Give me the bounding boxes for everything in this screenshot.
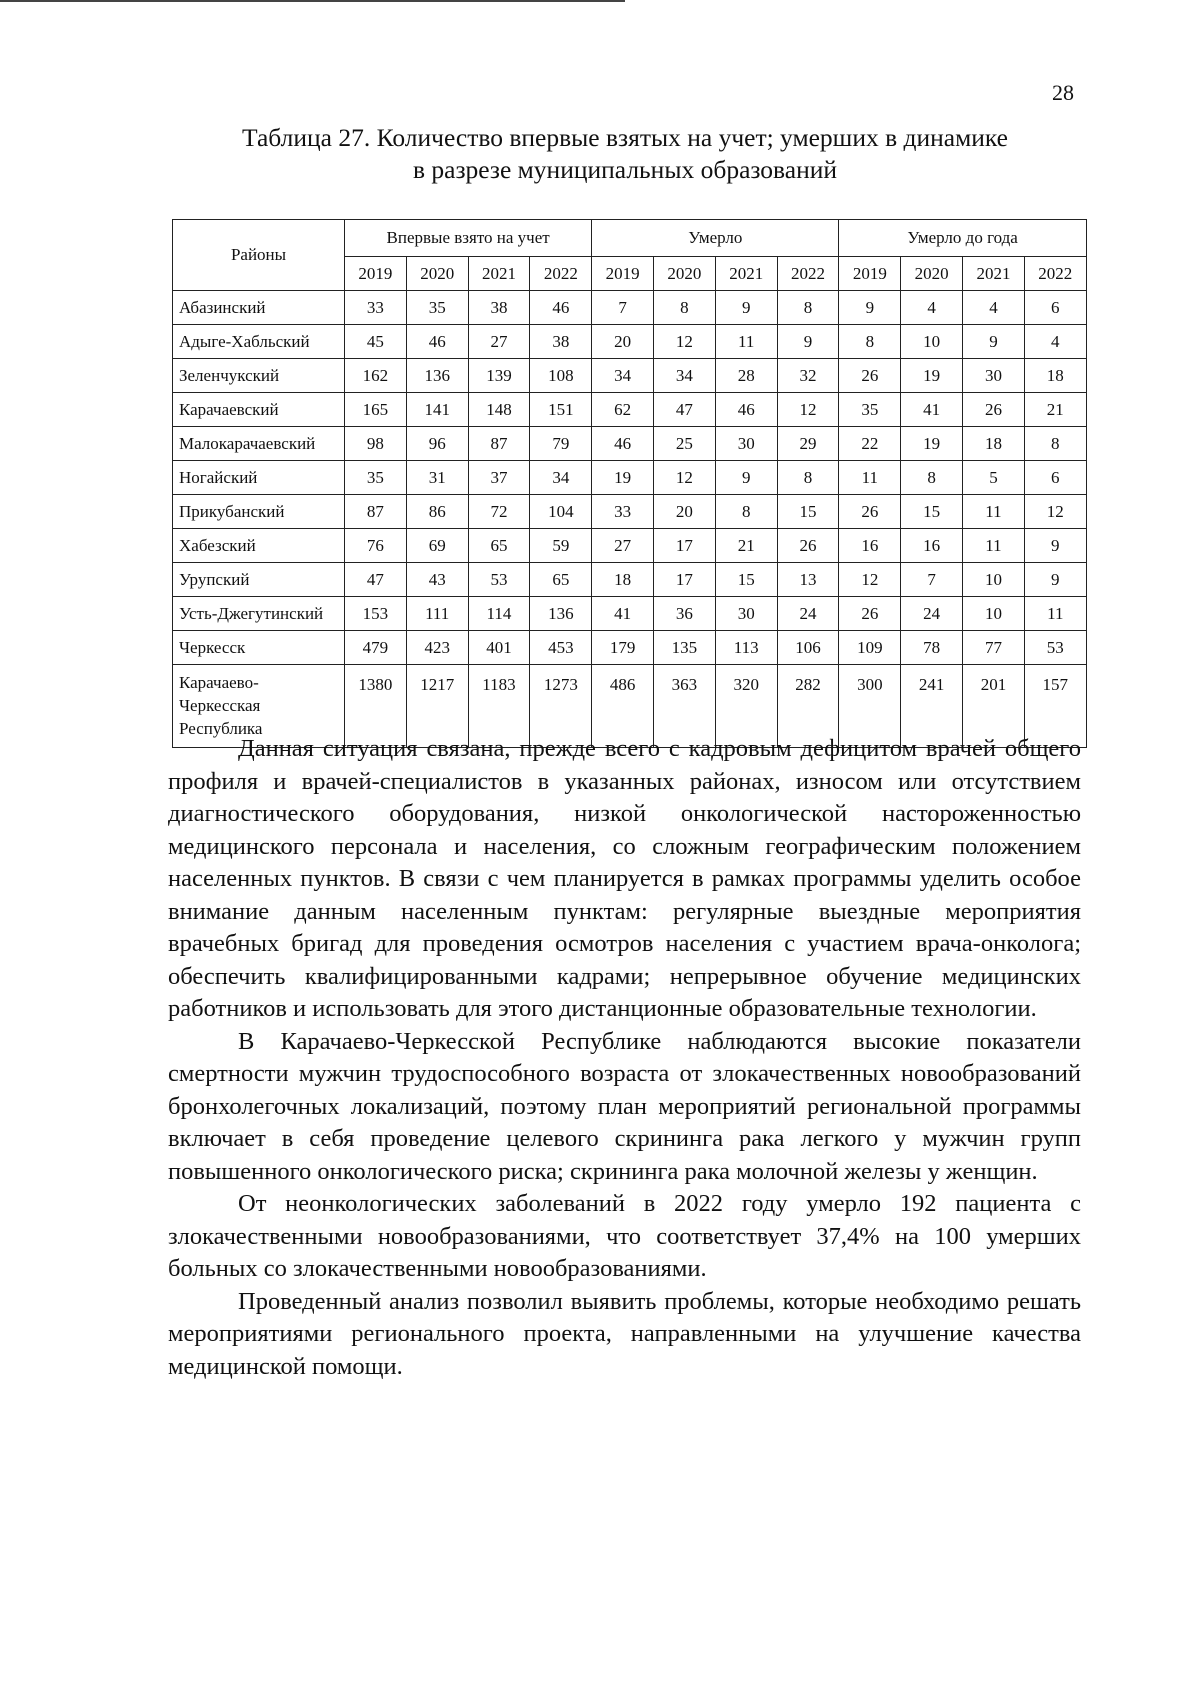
table-cell: 153 bbox=[345, 597, 407, 631]
table-cell: 11 bbox=[715, 325, 777, 359]
table-cell: 53 bbox=[468, 563, 530, 597]
district-name: Урупский bbox=[173, 563, 345, 597]
table-row bbox=[173, 325, 1087, 359]
table-cell: 8 bbox=[715, 495, 777, 529]
table-total-cell: 320 bbox=[715, 665, 777, 748]
table-cell: 53 bbox=[1024, 631, 1086, 665]
table-cell: 12 bbox=[839, 563, 901, 597]
table-cell: 79 bbox=[530, 427, 592, 461]
table-title-line-2: в разрезе муниципальных образований bbox=[412, 155, 838, 184]
table-cell: 8 bbox=[777, 461, 839, 495]
year-header-cell: 2019 bbox=[839, 257, 901, 291]
table-cell: 34 bbox=[654, 359, 716, 393]
table-cell: 20 bbox=[654, 495, 716, 529]
table-cell: 38 bbox=[530, 325, 592, 359]
table-cell: 5 bbox=[963, 461, 1025, 495]
table-total-cell: 282 bbox=[777, 665, 839, 748]
table-cell: 12 bbox=[777, 393, 839, 427]
table-cell: 11 bbox=[963, 495, 1025, 529]
table-cell: 69 bbox=[406, 529, 468, 563]
table-cell: 24 bbox=[777, 597, 839, 631]
statistics-table bbox=[172, 219, 1087, 748]
table-cell: 29 bbox=[777, 427, 839, 461]
table-cell: 18 bbox=[1024, 359, 1086, 393]
year-header-cell: 2021 bbox=[715, 257, 777, 291]
table-cell: 87 bbox=[468, 427, 530, 461]
table-cell: 19 bbox=[901, 359, 963, 393]
table-cell: 22 bbox=[839, 427, 901, 461]
table-cell: 18 bbox=[963, 427, 1025, 461]
district-name: Ногайский bbox=[173, 461, 345, 495]
table-total-cell: 201 bbox=[963, 665, 1025, 748]
body-text bbox=[168, 733, 1081, 1383]
table-cell: 59 bbox=[530, 529, 592, 563]
table-cell: 10 bbox=[963, 597, 1025, 631]
table-cell: 41 bbox=[592, 597, 654, 631]
table-cell: 8 bbox=[839, 325, 901, 359]
table-cell: 17 bbox=[654, 529, 716, 563]
table-cell: 9 bbox=[715, 291, 777, 325]
table-row bbox=[173, 393, 1087, 427]
year-header-cell: 2020 bbox=[406, 257, 468, 291]
table-cell: 86 bbox=[406, 495, 468, 529]
table-cell: 15 bbox=[777, 495, 839, 529]
year-header-cell: 2020 bbox=[654, 257, 716, 291]
table-cell: 4 bbox=[1024, 325, 1086, 359]
table-cell: 6 bbox=[1024, 461, 1086, 495]
table-cell: 9 bbox=[777, 325, 839, 359]
table-cell: 136 bbox=[406, 359, 468, 393]
district-name: Черкесск bbox=[173, 631, 345, 665]
table-row bbox=[173, 461, 1087, 495]
table-title bbox=[130, 122, 1120, 186]
table-total-cell: 241 bbox=[901, 665, 963, 748]
table-cell: 98 bbox=[345, 427, 407, 461]
district-name: Карачаевский bbox=[173, 393, 345, 427]
year-header-cell: 2019 bbox=[592, 257, 654, 291]
table-cell: 78 bbox=[901, 631, 963, 665]
table-cell: 19 bbox=[901, 427, 963, 461]
table-cell: 162 bbox=[345, 359, 407, 393]
table-cell: 12 bbox=[1024, 495, 1086, 529]
table-cell: 135 bbox=[654, 631, 716, 665]
group-header-died-within-year: Умерло до года bbox=[839, 220, 1086, 257]
table-cell: 35 bbox=[345, 461, 407, 495]
table-cell: 11 bbox=[963, 529, 1025, 563]
scan-edge-line bbox=[0, 0, 625, 2]
table-cell: 136 bbox=[530, 597, 592, 631]
table-cell: 151 bbox=[530, 393, 592, 427]
table-cell: 46 bbox=[715, 393, 777, 427]
table-cell: 46 bbox=[530, 291, 592, 325]
table-cell: 26 bbox=[963, 393, 1025, 427]
table-total-cell: 486 bbox=[592, 665, 654, 748]
table-cell: 65 bbox=[468, 529, 530, 563]
table-cell: 165 bbox=[345, 393, 407, 427]
table-cell: 8 bbox=[777, 291, 839, 325]
table-total-cell: 1183 bbox=[468, 665, 530, 748]
table-row bbox=[173, 495, 1087, 529]
table-cell: 113 bbox=[715, 631, 777, 665]
table-cell: 15 bbox=[901, 495, 963, 529]
table-cell: 9 bbox=[1024, 563, 1086, 597]
table-cell: 62 bbox=[592, 393, 654, 427]
table-cell: 9 bbox=[839, 291, 901, 325]
table-cell: 9 bbox=[715, 461, 777, 495]
table-cell: 41 bbox=[901, 393, 963, 427]
table-cell: 65 bbox=[530, 563, 592, 597]
table-cell: 33 bbox=[592, 495, 654, 529]
table-cell: 19 bbox=[592, 461, 654, 495]
table-cell: 46 bbox=[406, 325, 468, 359]
table-cell: 179 bbox=[592, 631, 654, 665]
table-cell: 34 bbox=[592, 359, 654, 393]
table-cell: 24 bbox=[901, 597, 963, 631]
table-title-line-1: Таблица 27. Количество впервые взятых на учет; умерших в динамике bbox=[242, 123, 1008, 152]
table-total-cell: 157 bbox=[1024, 665, 1086, 748]
table-cell: 31 bbox=[406, 461, 468, 495]
table-cell: 30 bbox=[963, 359, 1025, 393]
table-total-cell: 1380 bbox=[345, 665, 407, 748]
district-column-header: Районы bbox=[173, 220, 345, 291]
district-name: Прикубанский bbox=[173, 495, 345, 529]
district-name: Адыге-Хабльский bbox=[173, 325, 345, 359]
table-cell: 47 bbox=[345, 563, 407, 597]
table-cell: 18 bbox=[592, 563, 654, 597]
table-cell: 7 bbox=[901, 563, 963, 597]
table-cell: 106 bbox=[777, 631, 839, 665]
table-row bbox=[173, 563, 1087, 597]
table-total-cell: 1273 bbox=[530, 665, 592, 748]
table-cell: 16 bbox=[901, 529, 963, 563]
year-header-cell: 2022 bbox=[777, 257, 839, 291]
total-region-name-line: Карачаево- bbox=[179, 673, 259, 692]
table-cell: 13 bbox=[777, 563, 839, 597]
page-number: 28 bbox=[1052, 80, 1074, 105]
table-cell: 32 bbox=[777, 359, 839, 393]
year-header-cell: 2019 bbox=[345, 257, 407, 291]
table-cell: 12 bbox=[654, 325, 716, 359]
table-cell: 33 bbox=[345, 291, 407, 325]
table-row bbox=[173, 359, 1087, 393]
table-cell: 16 bbox=[839, 529, 901, 563]
year-header-cell: 2022 bbox=[1024, 257, 1086, 291]
table-cell: 453 bbox=[530, 631, 592, 665]
table-cell: 20 bbox=[592, 325, 654, 359]
table-cell: 11 bbox=[1024, 597, 1086, 631]
year-header-cell: 2021 bbox=[963, 257, 1025, 291]
table-cell: 111 bbox=[406, 597, 468, 631]
table-cell: 46 bbox=[592, 427, 654, 461]
table-cell: 43 bbox=[406, 563, 468, 597]
paragraph-3: От неонкологических заболеваний в 2022 году умерло 192 пациента с злокачественными новообразованиями, что соответствует 37,4% на 100 умерших больных со злокачественными новообразованиями. bbox=[168, 1190, 1081, 1282]
group-header-died: Умерло bbox=[592, 220, 839, 257]
district-name: Усть-Джегутинский bbox=[173, 597, 345, 631]
table-cell: 10 bbox=[901, 325, 963, 359]
table-header-row bbox=[173, 220, 1087, 257]
table-cell: 72 bbox=[468, 495, 530, 529]
table-cell: 139 bbox=[468, 359, 530, 393]
table-cell: 7 bbox=[592, 291, 654, 325]
total-region-name-line: Черкесская bbox=[179, 696, 261, 715]
table-cell: 27 bbox=[468, 325, 530, 359]
table-total-cell: 363 bbox=[654, 665, 716, 748]
table-cell: 47 bbox=[654, 393, 716, 427]
table-cell: 4 bbox=[963, 291, 1025, 325]
table-row bbox=[173, 631, 1087, 665]
year-header-cell: 2021 bbox=[468, 257, 530, 291]
table-cell: 4 bbox=[901, 291, 963, 325]
table-cell: 15 bbox=[715, 563, 777, 597]
table-cell: 141 bbox=[406, 393, 468, 427]
table-cell: 17 bbox=[654, 563, 716, 597]
total-region-name-line: Республика bbox=[179, 719, 263, 738]
table-cell: 12 bbox=[654, 461, 716, 495]
district-name: Хабезский bbox=[173, 529, 345, 563]
table-row bbox=[173, 427, 1087, 461]
table-cell: 34 bbox=[530, 461, 592, 495]
table-cell: 9 bbox=[1024, 529, 1086, 563]
table-row bbox=[173, 597, 1087, 631]
district-name: Зеленчукский bbox=[173, 359, 345, 393]
table-cell: 10 bbox=[963, 563, 1025, 597]
table-total-cell: 1217 bbox=[406, 665, 468, 748]
paragraph-2: В Карачаево-Черкесской Республике наблюдаются высокие показатели смертности мужчин трудоспособного возраста от злокачественных новообразований бронхолегочных локализаций, поэтому план мероприятий региональной программы включает в себя проведение целевого скрининга рака легкого у мужчин групп повышенного онкологического риска; скрининга рака молочной железы у женщин. bbox=[168, 1027, 1081, 1185]
table-cell: 8 bbox=[1024, 427, 1086, 461]
year-header-cell: 2022 bbox=[530, 257, 592, 291]
paragraph-4: Проведенный анализ позволил выявить проблемы, которые необходимо решать мероприятиями регионального проекта, направленными на улучшение качества медицинской помощи. bbox=[168, 1287, 1081, 1380]
table-cell: 35 bbox=[406, 291, 468, 325]
table-cell: 76 bbox=[345, 529, 407, 563]
table-row bbox=[173, 291, 1087, 325]
table-cell: 21 bbox=[1024, 393, 1086, 427]
year-header-cell: 2020 bbox=[901, 257, 963, 291]
table-cell: 45 bbox=[345, 325, 407, 359]
paragraph-1: Данная ситуация связана, прежде всего с кадровым дефицитом врачей общего профиля и врачей-специалистов в указанных районах, износом или отсутствием диагностического оборудования, низкой онкологической настороженностью медицинского персонала и населения, со сложным географическим положением населенных пунктов. В связи с чем планируется в рамках программы уделить особое внимание данным населенным пунктам: регулярные выездные мероприятия врачебных бригад для проведения осмотров населения с участием врача-онколога; обеспечить квалифицированными кадрами; непрерывное обучение медицинских работников и использовать для этого дистанционные образовательные технологии. bbox=[168, 735, 1081, 1022]
table-cell: 30 bbox=[715, 427, 777, 461]
district-name: Абазинский bbox=[173, 291, 345, 325]
table-cell: 26 bbox=[839, 597, 901, 631]
table-cell: 109 bbox=[839, 631, 901, 665]
table-cell: 8 bbox=[654, 291, 716, 325]
table-cell: 401 bbox=[468, 631, 530, 665]
table-cell: 114 bbox=[468, 597, 530, 631]
table-cell: 21 bbox=[715, 529, 777, 563]
table-cell: 77 bbox=[963, 631, 1025, 665]
table-cell: 35 bbox=[839, 393, 901, 427]
table-cell: 26 bbox=[777, 529, 839, 563]
table-total-cell: 300 bbox=[839, 665, 901, 748]
table-cell: 38 bbox=[468, 291, 530, 325]
table-cell: 108 bbox=[530, 359, 592, 393]
table-cell: 8 bbox=[901, 461, 963, 495]
table-cell: 479 bbox=[345, 631, 407, 665]
district-name: Малокарачаевский bbox=[173, 427, 345, 461]
table-cell: 30 bbox=[715, 597, 777, 631]
table-cell: 26 bbox=[839, 359, 901, 393]
table-cell: 96 bbox=[406, 427, 468, 461]
table-cell: 26 bbox=[839, 495, 901, 529]
table-cell: 25 bbox=[654, 427, 716, 461]
table-cell: 11 bbox=[839, 461, 901, 495]
group-header-registered: Впервые взято на учет bbox=[345, 220, 592, 257]
table-cell: 37 bbox=[468, 461, 530, 495]
table-row bbox=[173, 529, 1087, 563]
table-cell: 87 bbox=[345, 495, 407, 529]
table-cell: 28 bbox=[715, 359, 777, 393]
table-cell: 148 bbox=[468, 393, 530, 427]
table-cell: 36 bbox=[654, 597, 716, 631]
table-cell: 6 bbox=[1024, 291, 1086, 325]
table-cell: 104 bbox=[530, 495, 592, 529]
table-cell: 9 bbox=[963, 325, 1025, 359]
table-cell: 27 bbox=[592, 529, 654, 563]
table-cell: 423 bbox=[406, 631, 468, 665]
